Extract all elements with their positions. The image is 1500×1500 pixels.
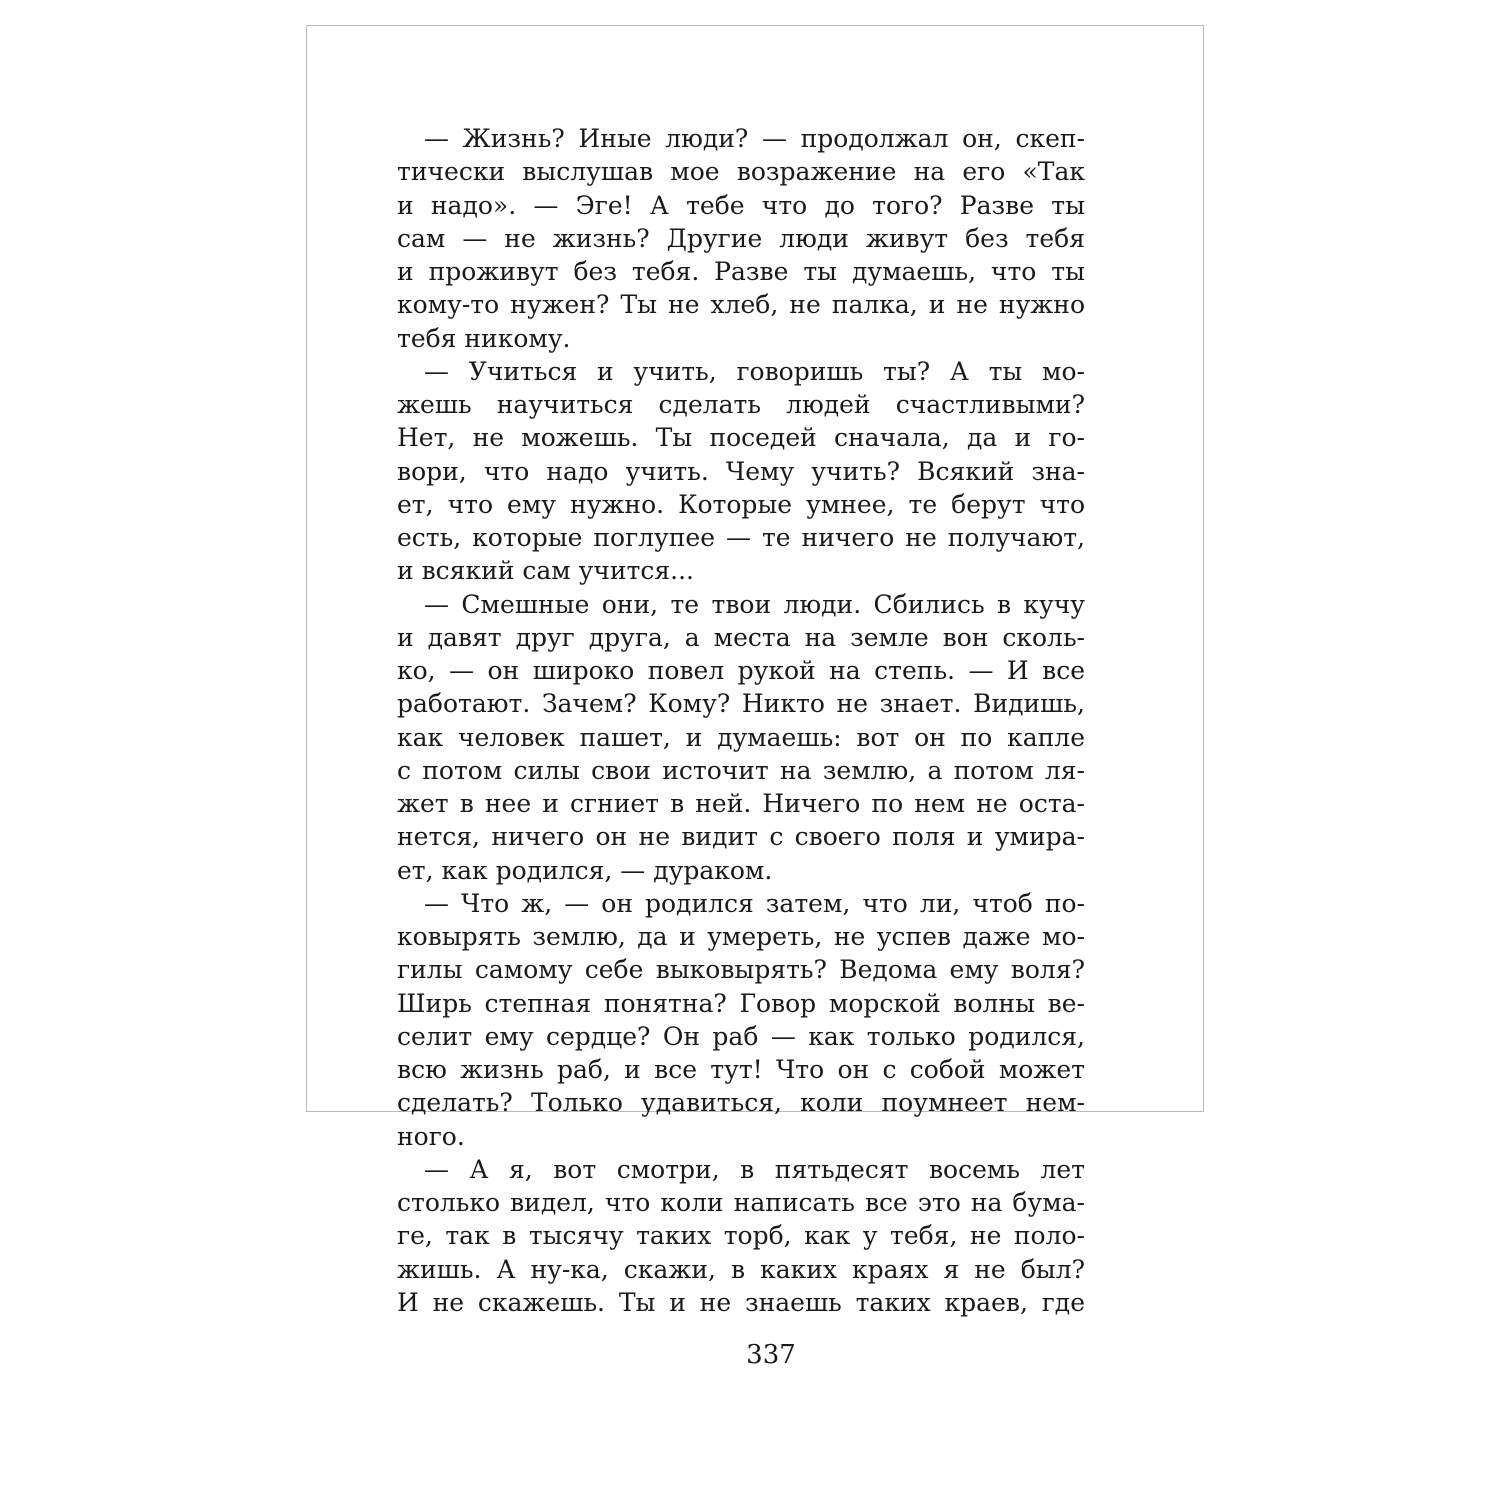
text-line: и надо». — Эге! А тебе что до того? Разве ты xyxy=(397,190,1085,220)
text-line: жешь научиться сделать людей счастливыми? xyxy=(397,390,1085,419)
text-line: с потом силы свои источит на землю, а потом ля- xyxy=(397,755,1085,785)
text-line: всю жизнь раб, и все тут! Что он с собой может xyxy=(397,1055,1085,1084)
text-line: и давят друг друга, а места на земле вон сколь- xyxy=(397,622,1085,652)
text-line: сделать? Только удавиться, коли поумнеет нем- xyxy=(397,1088,1085,1118)
text-line: есть, которые поглупее — те ничего не получают, xyxy=(397,523,1085,552)
text-line: жишь. А ну-ка, скажи, в каких краях я не был? xyxy=(397,1254,1085,1284)
text-line: — Смешные они, те твои люди. Сбились в кучу xyxy=(424,589,1085,619)
text-line: тебя никому. xyxy=(397,323,571,353)
text-line: ковырять землю, да и умереть, не успев даже мо- xyxy=(397,922,1085,951)
text-line: жет в нее и сгниет в ней. Ничего по нем не оста- xyxy=(397,789,1085,818)
text-line: — Жизнь? Иные люди? — продолжал он, скеп- xyxy=(424,124,1085,153)
text-line: И не скажешь. Ты и не знаешь таких краев, где xyxy=(397,1287,1085,1317)
text-line: кому-то нужен? Ты не хлеб, не палка, и не нужно xyxy=(397,290,1085,320)
text-line: селит ему сердце? Он раб — как только родился, xyxy=(397,1021,1085,1051)
text-line: работают. Зачем? Кому? Никто не знает. Видишь, xyxy=(397,689,1085,719)
text-line: и проживут без тебя. Разве ты думаешь, что ты xyxy=(397,257,1085,286)
text-line: ге, так в тысячу таких торб, как у тебя, не поло- xyxy=(397,1221,1085,1251)
page-text xyxy=(397,122,1085,1319)
text-line: — А я, вот смотри, в пятьдесят восемь лет xyxy=(424,1154,1085,1184)
text-line: столько видел, что коли написать все это на бума- xyxy=(397,1188,1085,1217)
text-line: сам — не жизнь? Другие люди живут без тебя xyxy=(397,223,1085,253)
text-line: как человек пашет, и думаешь: вот он по капле xyxy=(397,722,1085,752)
text-line: и всякий сам учится... xyxy=(397,556,694,586)
text-line: ного. xyxy=(397,1121,465,1151)
text-line: гилы самому себе выковырять? Ведома ему воля? xyxy=(397,955,1085,985)
text-line: Ширь степная понятна? Говор морской волны ве- xyxy=(397,988,1085,1018)
text-line: вори, что надо учить. Чему учить? Всякий зна- xyxy=(397,456,1085,486)
text-line: ет, что ему нужно. Которые умнее, те берут что xyxy=(397,489,1085,519)
text-line: ет, как родился, — дураком. xyxy=(397,855,773,885)
page-number: 337 xyxy=(746,1340,796,1370)
text-line: — Учиться и учить, говоришь ты? А ты мо- xyxy=(424,356,1085,386)
text-line: ко, — он широко повел рукой на степь. — И все xyxy=(397,656,1085,685)
text-line: — Что ж, — он родился затем, что ли, чтоб по- xyxy=(424,888,1085,918)
text-line: тически выслушав мое возражение на его «Так xyxy=(397,157,1085,187)
text-line: Нет, не можешь. Ты поседей сначала, да и го- xyxy=(397,423,1085,453)
text-line: нется, ничего он не видит с своего поля и умира- xyxy=(397,822,1085,852)
